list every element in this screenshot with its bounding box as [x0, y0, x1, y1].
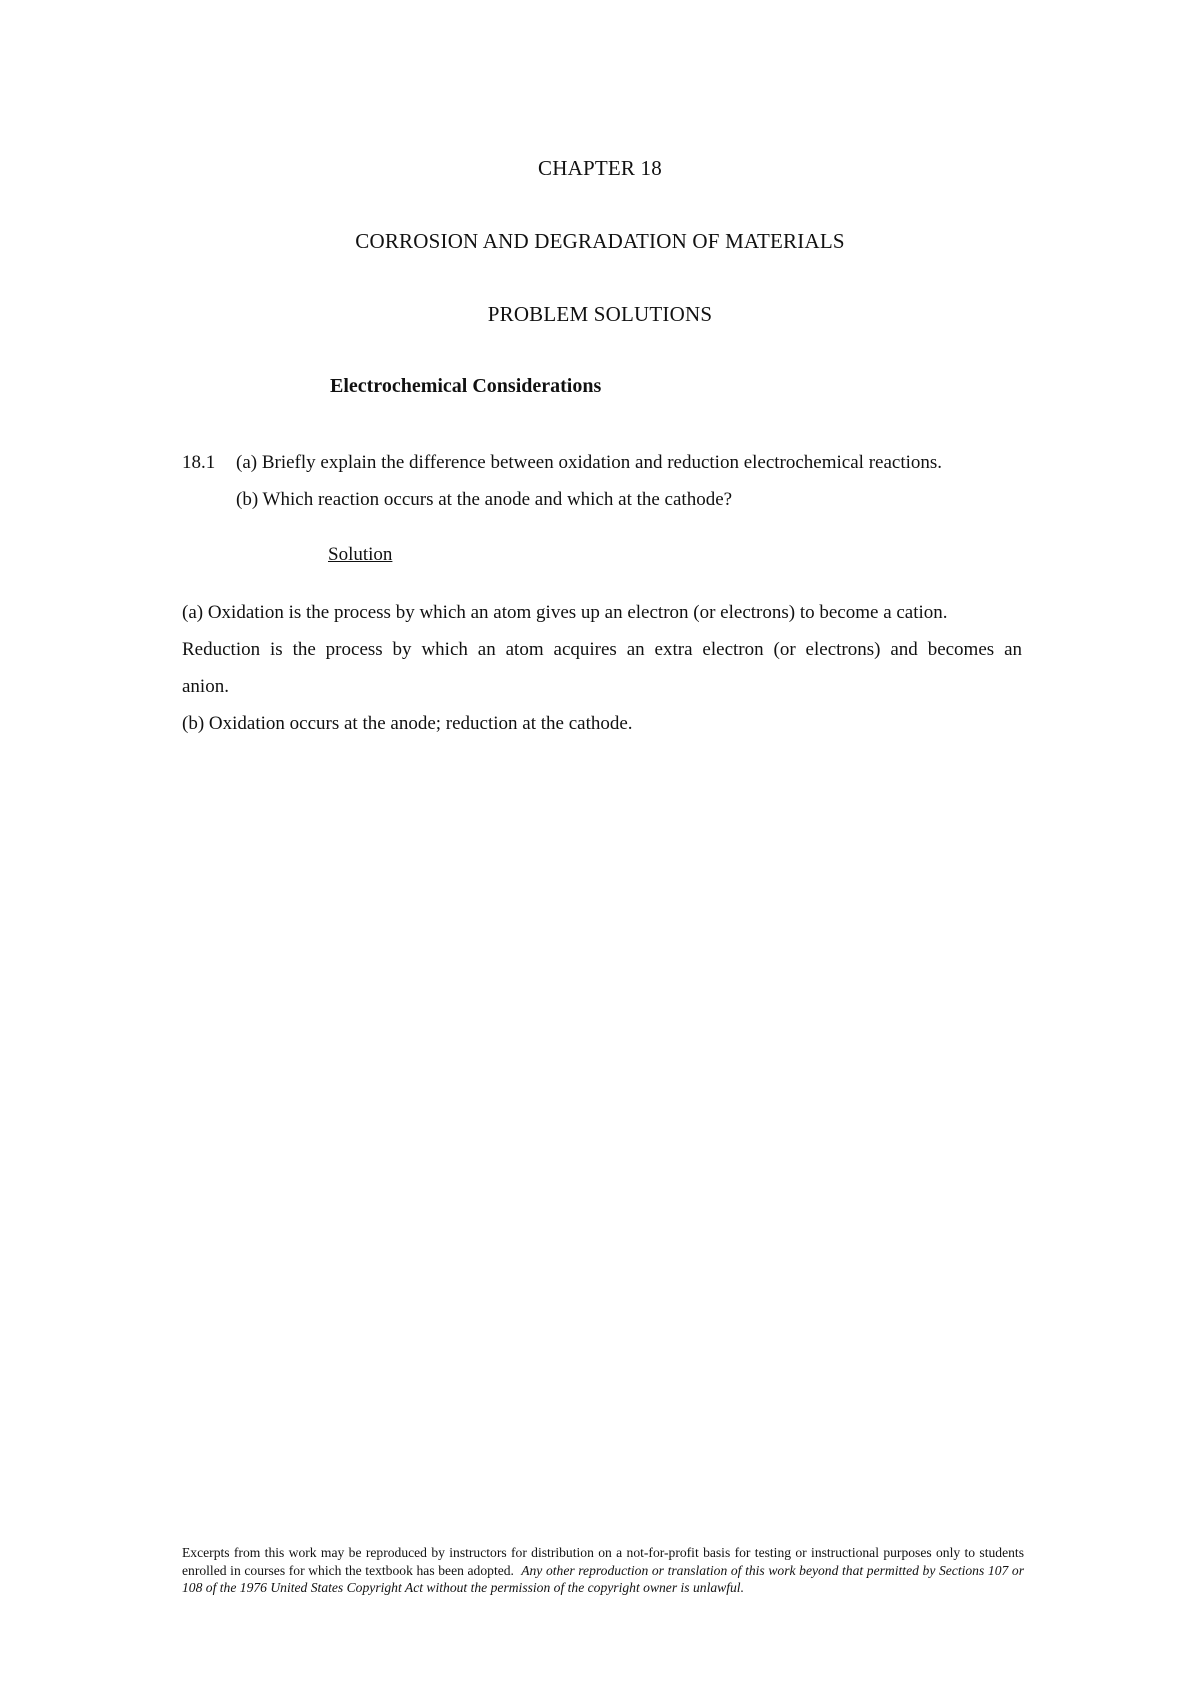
problem-part-a: (a) Briefly explain the difference between oxidation and reduction electrochemical reactions. — [236, 452, 943, 473]
solution-heading: Solution — [328, 544, 393, 565]
answer-a-line-1: (a) Oxidation is the process by which an atom gives up an electron (or electrons) to become a cation. — [182, 602, 948, 623]
section-heading: PROBLEM SOLUTIONS — [487, 302, 713, 326]
problem-part-b: (b) Which reaction occurs at the anode and which at the cathode? — [236, 489, 733, 510]
footer-copyright-warning: Any other reproduction or translation of this work beyond that permitted by Sections 107 or 108 of the 1976 United States Copyright Act without the permission of the copyright owner is unlawful. — [182, 1562, 1024, 1595]
answer-a-line-2: Reduction is the process by which an atom acquires an extra electron (or electrons) and becomes an — [182, 639, 1022, 660]
chapter-title: CORROSION AND DEGRADATION OF MATERIALS — [355, 229, 845, 253]
subsection-heading: Electrochemical Considerations — [330, 375, 602, 397]
answer-b: (b) Oxidation occurs at the anode; reduction at the cathode. — [182, 713, 633, 734]
footer-notice: Excerpts from this work may be reproduced by instructors for distribution on a not-for-profit basis for testing or instructional purposes only to students enrolled in courses for which the textbook has been adopted. — [182, 1545, 1024, 1578]
problem-number: 18.1 — [182, 452, 216, 473]
chapter-number: CHAPTER 18 — [538, 156, 662, 180]
answer-a-line-3: anion. — [182, 676, 229, 697]
copyright-footer — [182, 1544, 1024, 1597]
